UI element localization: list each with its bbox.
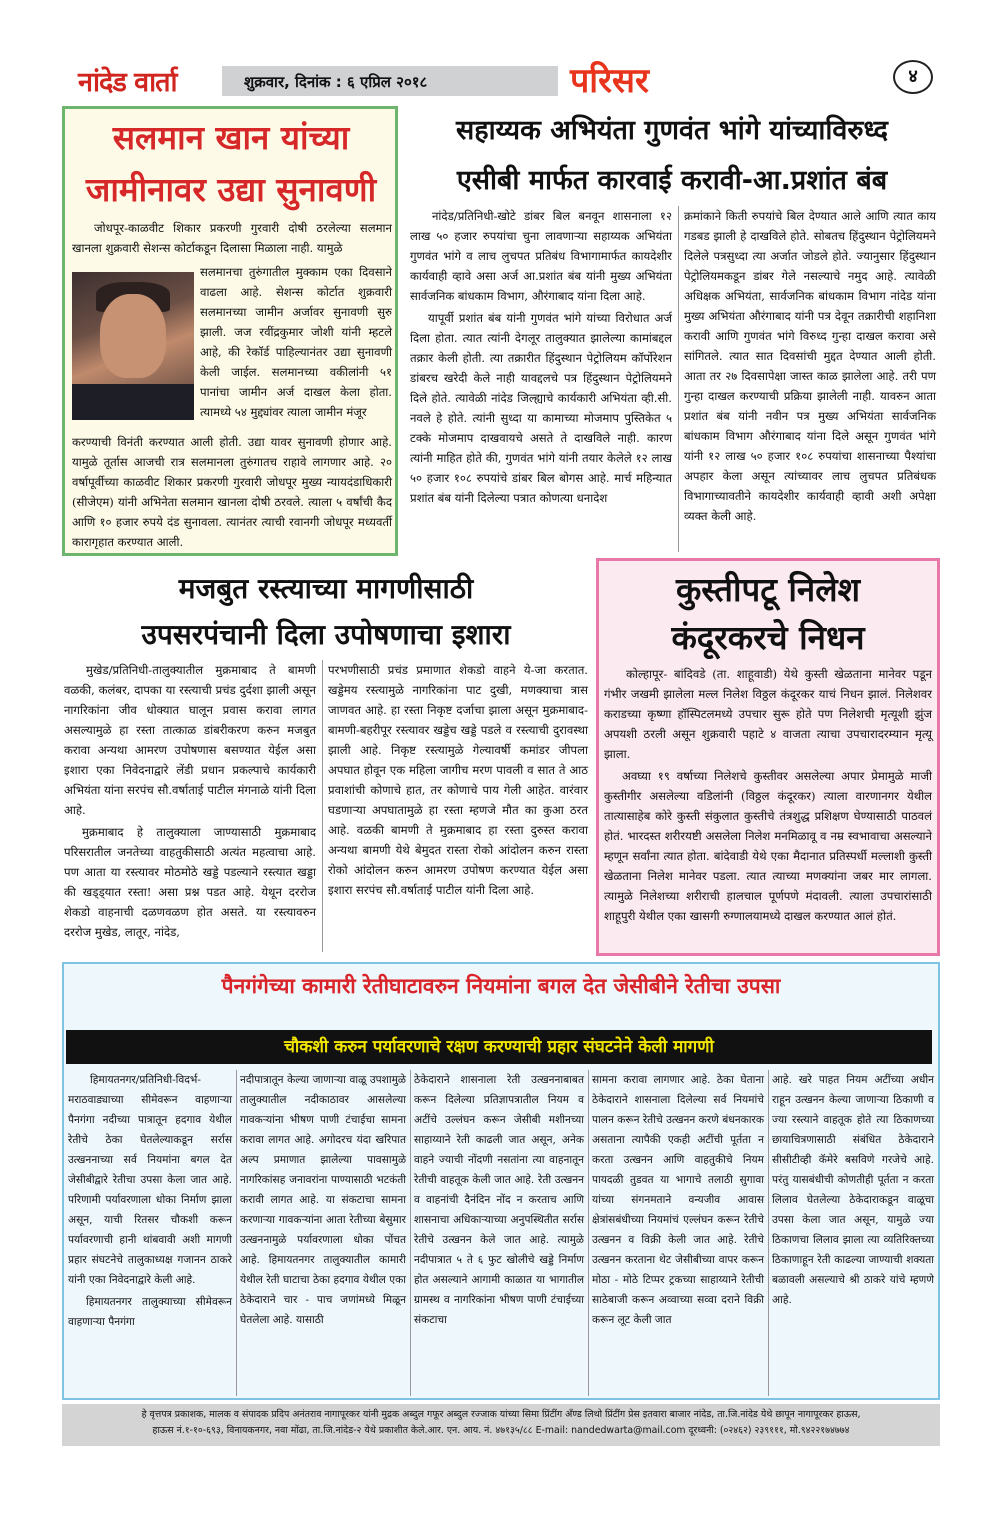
sand-col4-para1: सामना करावा लागणार आहे. ठेका घेताना ठेकेदाराने शासनाला दिलेल्या सर्व नियमांचे पालन करून रेतीचे उत्खनन करणे बंधनकारक असताना त्यापैकी एकही अटींची पूर्तता न करता उत्खनन आणि वाहतुकीचे नियम पायदळी तुडवत या भागाचे तलाठी सुगावा यांच्या संगनमताने वन्यजीव आवास क्षेत्रांसबंधीच्या नियमांचं एल्लंघन करून रेतीचे उत्खनन व विक्री केली जात आहे. रेतीचे उत्खनन करताना थेट जेसीबीच्या वापर करून मोठा - मोठे टिप्पर ट्रकच्या साहाय्याने रेतीची साठेबाजी करून अव्वाच्या सव्वा दराने विक्री करून लूट केली जात [592, 1074, 764, 1326]
sand-col5-para1: आहे. खरे पाहत नियम अटींच्या अधीन राहून उत्खनन केल्या जाणाऱ्या ठिकाणी व ज्या रस्त्याने वाहतूक होते त्या ठिकाणच्या छायाचित्रणासाठी संबंधित ठेकेदाराने सीसीटीव्ही कॅमेरे बसविणे गरजेचे आहे. परंतु यासबंधीची कोणतीही पूर्तता न करता लिलाव घेतलेल्या ठेकेदाराकडून वाळूचा उपसा केला जात असून, यामुळे ज्या ठिकाणचा लिलाव झाला त्या व्यतिरिक्तच्या ठिकाणाहून रेती काढल्या जाण्याची शक्यता बळावली असल्याचे श्री ठाकरे यांचे म्हणणे आहे. [772, 1074, 934, 1306]
wrestler-body [604, 664, 932, 928]
bhange-column-2 [684, 206, 936, 528]
imprint-footer [62, 1404, 940, 1446]
sand-col1-para1: हिमायतनगर/प्रतिनिधी-विदर्भ-मराठवाड्याच्या सीमेवरून वाहणाऱ्या पैनगंगा नदीच्या पात्रातून हदगाव येथील रेतीचे ठेका घेतलेल्याकडून सर्रास उत्खननाच्या सर्व नियमांना बगल देत जेसीबीद्वारे रेतीचा उपसा केला जात आहे. परिणामी पर्यावरणाला धोका निर्माण झाला असून, याची रितसर चौकशी करून पर्यावरणाची हानी थांबवावी अशी मागणी प्रहार संघटनेचे तालुकाध्यक्ष गजानन ठाकरे यांनी एका निवेदनाद्वारे केली आहे. [68, 1074, 232, 1286]
road-column-1 [64, 660, 316, 944]
wrestler-para2: अवघ्या १९ वर्षाच्या निलेशचे कुस्तीवर असलेल्या अपार प्रेमामुळे माजी कुस्तीगीर असलेल्या वडिलांनी (विठ्ठल कंदूरकर) त्याला वारणानगर येथील तात्यासाहेब कोरे कुस्ती संकुलात कुस्तीचे तंत्रशुद्ध प्रशिक्षण घेण्यासाठी पाठवलं होतं. भारदस्त शरीरयष्टी असलेला निलेश मनमिळावू व नम्र स्वभावाचा असल्याने म्हणून सर्वांना त्यात होता. बांदेवाडी येथे एका मैदानात प्रतिस्पर्धी मल्लाशी कुस्ती खेळताना निलेश मानेवर पडला. त्यात त्याच्या मणक्यांना जबर मार लागला. त्यामुळे निलेशच्या शरीराची हालचाल पूर्णपणे मंदावली. त्याला उपचारांसाठी शाहूपुरी येथील एका खासगी रुग्णालयामध्ये दाखल करण्यात आलं होतं. [604, 769, 932, 923]
bhange-col1-para1: नांदेड/प्रतिनिधी-खोटे डांबर बिल बनवून शासनाला १२ लाख ५० हजार रुपयांचा चुना लावणाऱ्या सहाय्यक अभियंता गुणवंत भांगे व लाच लुचपत प्रतिबंध विभागामार्फत कायदेशीर कार्यवाही व्हावे असा अर्ज आ.प्रशांत बंब यांनी मुख्य अभियंता सार्वजनिक बांधकाम विभाग, औरंगाबाद यांना दिला आहे. [410, 209, 672, 303]
salman-text-bottom: करण्याची विनंती करण्यात आली होती. उद्या यावर सुनावणी होणार आहे. यामुळे तूर्तास आजची रात्र सलमानला तुरुंगातच राहावे लागणार आहे. २० वर्षापूर्वीच्या काळवीट शिकार प्रकरणी गुरवारी जोधपूर मुख्य न्यायदंडाधिकारी (सीजेएम) यांनी अभिनेता सलमान खानला दोषी ठरवले. त्याला ५ वर्षांची कैद आणि १० हजार रुपये दंड सुनावला. त्यानंतर त्याची रवानगी जोधपूर मध्यवर्ती कारागृहात करण्यात आली. [72, 435, 392, 549]
road-headline [62, 566, 590, 658]
salman-text-side: सलमानचा तुरुंगातील मुक्काम एका दिवसाने वाढला आहे. सेशन्स कोर्टात शुक्रवारी सलमानच्या जामीन अर्जावर सुनावणी सुरु झाली. जज रवींद्रकुमार जोशी यांनी म्हटले आहे, की रेकॉर्ड पाहिल्यानंतर उद्या सुनावणी केली जाईल. सलमानच्या वकीलांनी ५१ पानांचा जामीन अर्ज दाखल केला होता. त्यामध्ये ५४ मुद्द्यांवर त्याला जामीन मंजूर [200, 265, 392, 419]
wrestler-headline [602, 566, 934, 662]
masthead-logo: नांदेड वार्ता [78, 67, 177, 98]
sand-column-2 [240, 1070, 406, 1332]
road-column-2 [328, 660, 588, 902]
wrestler-headline-line2: कंदूरकरचे निधन [671, 618, 865, 657]
road-col1-para1: मुखेड/प्रतिनिधी-तालुक्यातील मुक्रमाबाद ते बामणी वळकी, कलंबर, दापका या रस्त्याची प्रचंड दुर्दशा झाली असून नागरिकांना जीव धोक्यात घालून प्रवास करावा लागत असल्यामुळे हा रस्ता तात्काळ डांबरीकरण करुन मजबुत करावा अन्यथा आमरण उपोषणास बसण्यात येईल असा इशारा एका निवेदनाद्वारे लेंडी प्रधान प्रकल्पाचे कार्यकारी अभियंता यांना सरपंच सौ.वर्षाताई पाटील मंगनाळे यांनी दिला आहे. [64, 663, 316, 817]
bhange-headline-line2: एसीबी मार्फत कारवाई करावी-आ.प्रशांत बंब [456, 165, 888, 196]
imprint-line2: हाऊस नं.१-१०-६९३, विनायकनगर, नवा मोंढा, ता.जि.नांदेड-२ येथे प्रकाशीत केले.आर. एन. आय. नं. ४७१३५/८८ E-mail: nandedwarta@mail.com दूरध्वनी: (०२४६२) २३९१११, मो.९४२२१७४७७४ [152, 1425, 850, 1436]
sand-column-1 [68, 1070, 232, 1334]
sand-headline: पैनगंगेच्या कामारी रेतीघाटावरुन नियमांना बगल देत जेसीबीने रेतीचा उपसा [221, 974, 781, 998]
salman-headline-line2: जामीनावर उद्या सुनावणी [85, 170, 377, 209]
sand-column-3 [414, 1070, 584, 1332]
sand-col2-para1: नदीपात्रातून केल्या जाणाऱ्या वाळू उपशामुळे तालुक्यातील नदीकाठावर आसलेल्या गावकऱ्यांना भीषण पाणी टंचाईचा सामना करावा लागत आहे. अगोदरच यंदा खरिपात अल्प प्रमाणात झालेल्या पावसामुळे नागरिकांसह जनावरांना पाण्यासाठी भटकंती करावी लागत आहे. या संकटाचा सामना करणाऱ्या गावकऱ्यांना आता रेतीच्या बेसुमार उत्खननामुळे पर्यावरणाला धोका पोंचत आहे. हिमायतनगर तालुक्यातील कामारी येथील रेती घाटाचा ठेका हदगाव येथील एका ठेकेदाराने चार - पाच जणांमध्ये मिळून घेतलेला आहे. यासाठी [240, 1074, 406, 1326]
wrestler-headline-line1: कुस्तीपटू निलेश [675, 570, 861, 609]
salman-para-top [72, 218, 392, 260]
sand-col3-para1: ठेकेदाराने शासनाला रेती उत्खननाबाबत करून दिलेल्या प्रतिज्ञापत्रातील नियम व अटींचे उल्लंघन करून जेसीबी मशीनच्या साहाय्याने रेती काढली जात असून, अनेक वाहने ज्याची नोंदणी नसतांना त्या वाहनातून रेतीची वाहतूक केली जात आहे. रेती उत्खनन व वाहनांची दैनंदिन नोंद न करताच आणि शासनाचा अधिकाऱ्याच्या अनुपस्थितीत सर्रास रेतीचे उत्खनन केले जात आहे. त्यामुळे नदीपात्रात ५ ते ६ फुट खोलीचे खड्डे निर्माण होत असल्याने आगामी काळात या भागातील ग्रामस्थ व नागरिकांना भीषण पाणी टंचाईच्या संकटाचा [414, 1074, 584, 1326]
salman-headline-line1: सलमान खान यांच्या [112, 118, 350, 157]
sand-column-4 [592, 1070, 764, 1332]
salman-para-side [200, 262, 392, 424]
sand-column-5 [772, 1070, 934, 1312]
salman-headline [70, 112, 392, 216]
salman-text-top: जोधपूर-काळवीट शिकार प्रकरणी गुरवारी दोषी ठरलेल्या सलमान खानला शुक्रवारी सेशन्स कोर्टाकडून दिलासा मिळाला नाही. यामुळे [72, 221, 392, 255]
salman-para-bottom [72, 432, 392, 554]
road-headline-line2: उपसरपंचानी दिला उपोषणाचा इशारा [141, 618, 511, 651]
bhange-headline-line1: सहाय्यक अभियंता गुणवंत भांगे यांच्याविरुध्द [455, 115, 888, 146]
section-title: परिसर [570, 61, 649, 101]
salman-photo [72, 272, 194, 420]
bhange-headline [404, 106, 940, 206]
sand-subheadline: चौकशी करुन पर्यावरणाचे रक्षण करण्याची प्रहार संघटनेने केली मागणी [66, 1030, 932, 1064]
road-headline-line1: मजबुत रस्त्याच्या मागणीसाठी [178, 572, 474, 605]
bhange-col2-para1: क्रमांकाने किती रुपयांचे बिल देण्यात आले आणि त्यात काय गडबड झाली हे दाखविले होते. सोबतच हिंदुस्थान पेट्रोलियमने दिलेले पत्रसुध्दा त्या अर्जात जोडले होते. ज्यानुसार हिंदुस्थान पेट्रोलियमकडून डांबर गेले नसल्याचे नमुद आहे. त्यावेळी अधिक्षक अभियंता, सार्वजनिक बांधकाम विभाग नांदेड यांना मुख्य अभियंता औरंगाबाद यांनी पत्र देवून तक्रारीची शहानिशा करावी आणि गुणवंत भांगे विरुध्द गुन्हा दाखल करावा असे सांगितले. त्यात सात दिवसांची मुद्दत देण्यात आली होती. आता तर २७ दिवसापेक्षा जास्त काळ झालेला आहे. तरी पण गुन्हा दाखल करण्याची प्रक्रिया झालेली नाही. यावरुन आता प्रशांत बंब यांनी नवीन पत्र मुख्य अभियंता सार्वजनिक बांधकाम विभाग औरंगाबाद यांना दिले असून गुणवंत भांगे यांनी १२ लाख ५० हजार १०८ रुपयांचा शासनाच्या पैश्यांचा अपहार केला असून त्यांच्यावर लाच लुचपत प्रतिबंधक विभागाच्यावतीने कायदेशीर कार्यवाही व्हावी अशी अपेक्षा व्यक्त केली आहे. [684, 209, 936, 523]
road-col2-para1: परभणीसाठी प्रचंड प्रमाणात शेकडो वाहने ये-जा करतात. खड्डेमय रस्त्यामुळे नागरिकांना पाट दुखी, मणक्याचा त्रास जाणवत आहे. हा रस्ता निकृष्ट दर्जाचा झाला असून मुक्रमाबाद-बामणी-बहरीपूर रस्त्यावर खड्डेच खड्डे पडले व रस्त्याची दुरावस्था झाली आहे. निकृष्ट रस्त्यामुळे गेल्यावर्षी कमांडर जीपला अपघात होवून एक महिला जागीच मरण पावली व सात ते आठ प्रवाशांची कोणाचे हात, तर कोणाचे पाय गेली आहेत. वारंवार घडणाऱ्या अपघातामुळे हा रस्ता म्हणजे मौत का कुआ ठरत आहे. वळकी बामणी ते मुक्रमाबाद हा रस्ता दुरुस्त करावा अन्यथा बामणी येथे बेमुदत रास्ता रोको आंदोलन करुन रास्ता रोको आंदोलन करुन आमरण उपोषण करण्यात येईल असा इशारा सरपंच सौ.वर्षाताई पाटील यांनी दिला आहे. [328, 663, 588, 897]
bhange-col1-para2: यापूर्वी प्रशांत बंब यांनी गुणवंत भांगे यांच्या विरोधात अर्ज दिला होता. त्यात त्यांनी देगलूर तालुक्यात झालेल्या कामांबद्दल तक्रार केली होती. त्या तक्रारीत हिंदुस्थान पेट्रोलियम कॉर्पोरेशन डांबरच खरेदी केले नाही यावद्दलचे पत्र हिंदुस्थान पेट्रोलियमने दिले होते. त्यावेळी नांदेड जिल्ह्याचे कार्यकारी अभियंता व्ही.सी. नवले हे होते. त्यांनी सुध्दा या कामाच्या मोजमाप पुस्तिकेत ५ टक्के मोजमाप दाखवायचे असते ते दाखविले नाही. कारण त्यांनी माहित होते की, गुणवंत भांगे यांनी तयार केलेले १२ लाख ५० हजार १०८ रुपयांचे डांबर बिल बोगस आहे. मार्च महिन्यात प्रशांत बंब यांनी दिलेल्या पत्रात कोणत्या धनादेश [410, 311, 672, 505]
page-number: ४ [893, 60, 933, 94]
bhange-column-1 [410, 206, 672, 510]
issue-date: शुक्रवार, दिनांक : ६ एप्रिल २०१८ [222, 66, 558, 96]
road-col1-para2: मुक्रमाबाद हे तालुक्याला जाण्यासाठी मुक्रमाबाद परिसरातील जनतेच्या वाहतुकीसाठी अत्यंत महत्वाचा आहे. पण आता या रस्त्यावर मोठमोठे खड्डे पडल्याने रस्त्यात खड्डा की खड्ड्यात रस्ता! असा प्रश्न पडत आहे. येथून दररोज शेकडो वाहनाची दळणवळण होत असते. या रस्त्यावरुन दररोज मुखेड, लातूर, नांदेड, [64, 825, 316, 939]
imprint-line1: हे वृत्तपत्र प्रकाशक, मालक व संपादक प्रदिप अनंतराव नागापूरकर यांनी मुद्रक अब्दुल गफूर अब्दुल रज्जाक यांच्या सिमा प्रिंटींग अँण्ड लिथो प्रिंटींग प्रेस इतवारा बाजार नांदेड, ता.जि.नांदेड येथे छापून नागापूरकर हाऊस, [141, 1409, 861, 1420]
sand-col1-para2: हिमायतनगर तालुक्याच्या सीमेवरून वाहणाऱ्या पैनगंगा [68, 1296, 232, 1328]
wrestler-para1: कोल्हापूर- बांदिवडे (ता. शाहूवाडी) येथे कुस्ती खेळताना मानेवर पडून गंभीर जखमी झालेला मल्ल निलेश विठ्ठल कंदूरकर याचं निधन झालं. निलेशवर कराडच्या कृष्णा हॉस्पिटलमध्ये उपचार सुरू होते पण निलेशची मृत्यूशी झुंज अपयशी ठरली असून शुक्रवारी पहाटे ४ वाजता त्याचा उपचारादरम्यान मृत्यू झाला. [604, 667, 932, 761]
